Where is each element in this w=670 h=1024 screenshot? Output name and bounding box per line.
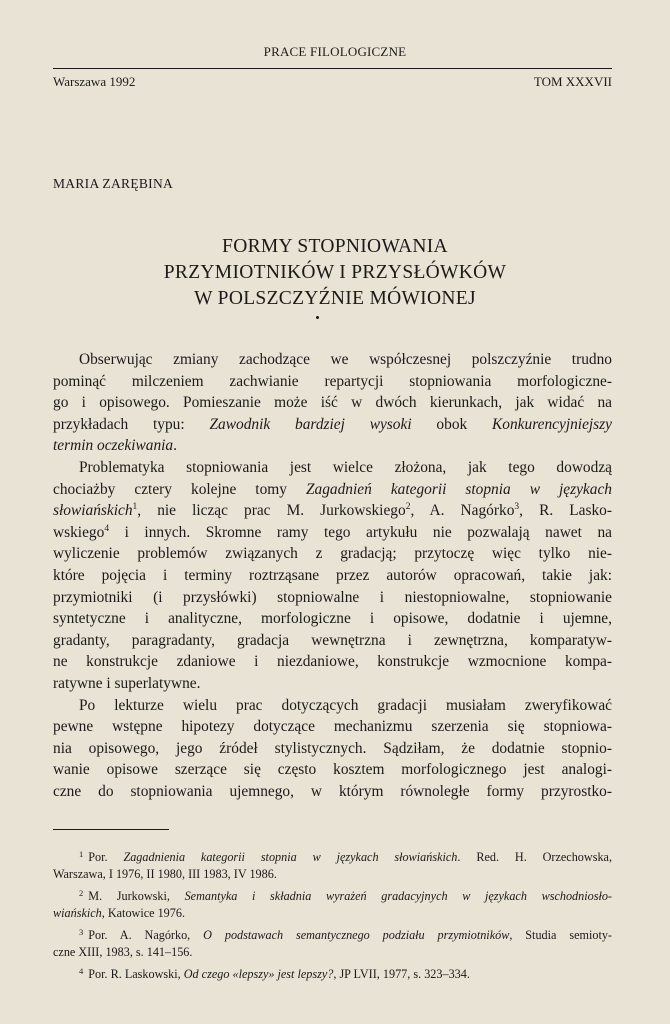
footnote-ref[interactable]: 1 [132,502,138,513]
journal-name: PRACE FILOLOGICZNE [263,44,407,59]
header-meta [53,74,612,90]
body-line: czne do stopniowania ujemnego, w którym równoległe formy przyrostko- [53,782,612,800]
cited-title: wiańskich [53,905,102,920]
footnote: $^1$ Por. Zagadnienia kategorii stopnia w językach słowiańskich. Red. H. Orzechowska, Warszawa, I 1976, II 1980, III 1983, IV 1986. [53,849,612,881]
footnote-number: 2 [79,888,84,898]
footnote-ref[interactable]: 4 [104,523,110,534]
footnote-rule [53,829,169,830]
body-line: ratywne i superlatywne. [53,674,201,692]
body-line: syntetyczne i analityczne, morfologiczne i opisowe, dodatnie i ujemne, [53,610,612,628]
footnote-ref[interactable]: 3 [514,502,520,513]
body-line: przymiotniki (i przysłówki) stopniowalne i niestopniowalne, stopniowanie [53,588,612,606]
title-line: FORMY STOPNIOWANIA [222,236,448,257]
cited-title: Od czego «lepszy» jest lepszy? [183,967,334,981]
footnote: $^2$ M. Jurkowski, Semantyka i składnia wyrażeń gradacyjnych w językach wschodniosło- wiańskich, Katowice 1976. [53,888,612,920]
footnote-number: 1 [79,849,84,859]
body-line: termin oczekiwania. [53,437,177,455]
body-line: Po lekturze wielu prac dotyczących gradacji musiałam zweryfikować [79,696,612,714]
example-phrase: Konkurencyjniejszy [492,415,612,433]
header-rule [53,68,612,69]
body-line: ne konstrukcje zdaniowe i niezdaniowe, konstrukcje wzmocnione kompa- [53,653,612,671]
cited-title: Semantyka i składnia wyrażeń gradacyjnych w językach wschodniosło- [184,889,612,903]
body-line: gradanty, paragradanty, gradacja wewnętrzna i zewnętrzna, komparatyw- [53,631,612,649]
footnote: $^4$ Por. R. Laskowski, Od czego «lepszy» jest lepszy?, JP LVII, 1977, s. 323–334. [79,966,470,981]
body-line: pominąć milczeniem zachwianie repartycji stopniowania morfologiczne- [53,372,612,390]
footnote: $^3$ Por. A. Nagórko, O podstawach semantycznego podziału przymiotników, Studia semioty- czne XIII, 1983, s. 141–156. [53,927,612,959]
body-line: Obserwując zmiany zachodzące we współczesnej polszczyźnie trudno [79,351,612,368]
body-line: pewne wstępne hipotezy dotyczące mechanizmu szerzenia się stopniowa- [53,718,612,736]
cited-title: Zagadnienia kategorii stopnia w językach słowiańskich [123,850,458,864]
body-line: wskiego$^4$ i innych. Skromne ramy tego artykułu nie pozwalają nawet na [53,523,612,541]
body-line: słowiańskich$^1$, nie licząc prac M. Jurkowskiego$^2$, A. Nagórko$^3$, R. Lasko- [53,502,612,520]
cited-title: O podstawach semantycznego podziału przymiotników [203,928,510,942]
article-title [0,234,670,312]
footnote-number: 3 [79,927,84,937]
ink-speck [316,316,319,319]
body-line: chociażby cztery kolejne tomy Zagadnień kategorii stopnia w językach [53,480,612,498]
title-line: W POLSZCZYŹNIE MÓWIONEJ [194,288,476,309]
title-line: PRZYMIOTNIKÓW I PRZYSŁÓWKÓW [163,262,507,283]
example-phrase: Zawodnik bardziej wysoki [209,415,412,433]
body-line: wanie opisowe szerzące się często kosztem morfologicznego jest analogi- [53,761,612,779]
body-line: wyliczenie problemów związanych z gradacją; przytoczę więc tylko nie- [53,545,612,563]
footnote-number: 4 [79,966,84,976]
body-line: Problematyka stopniowania jest wielce złożona, jak tego dowodzą [79,458,612,476]
place-year: Warszawa 1992 [53,74,136,89]
cited-title: słowiańskich [53,502,133,520]
body-line: nia opisowego, jego źródeł stylistycznych. Sądziłam, że dodatnie stopnio- [53,739,612,757]
body-line: które pojęcia i terminy roztrząsane przez autorów opracowań, takie jak: [53,566,612,584]
volume-number: TOM XXXVII [533,74,612,89]
example-phrase: termin oczekiwania [53,437,174,455]
body-line: go i opisowego. Pomieszanie może iść w dwóch kierunkach, jak widać na [53,394,612,412]
article-body [53,349,612,802]
body-line: przykładach typu: Zawodnik bardziej wysoki obok Konkurencyjniejszy [53,415,612,433]
footnotes [53,846,612,986]
footnote-ref[interactable]: 2 [405,502,411,513]
author-name: MARIA ZARĘBINA [53,176,174,191]
cited-title: Zagadnień kategorii stopnia w językach [305,480,612,498]
